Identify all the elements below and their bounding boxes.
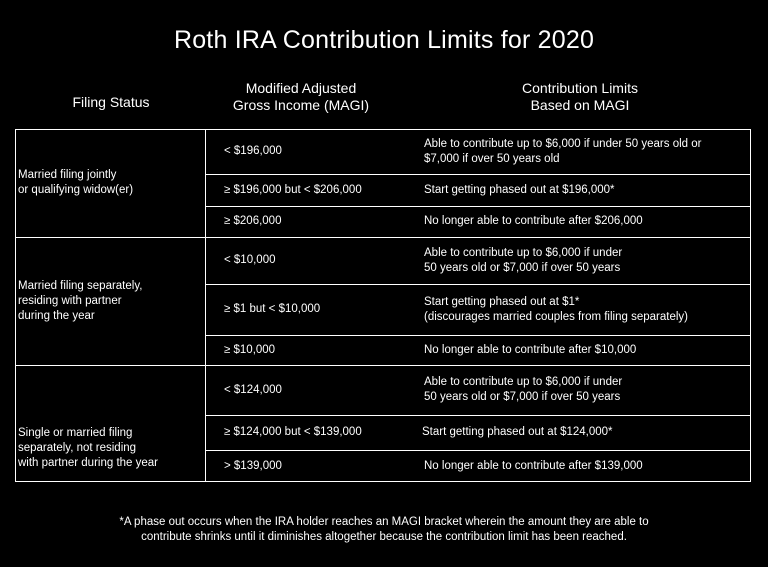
limit-line: No longer able to contribute after $10,000 <box>424 343 637 356</box>
magi-value: < $124,000 <box>224 383 282 396</box>
limit-cell <box>424 129 749 174</box>
header-magi-line: Gross Income (MAGI) <box>232 97 370 113</box>
limit-cell <box>424 237 749 284</box>
filing-status-cell <box>18 365 198 482</box>
magi-cell <box>224 284 404 335</box>
limit-line: No longer able to contribute after $206,000 <box>424 215 643 227</box>
magi-cell <box>224 174 404 206</box>
limit-cell <box>422 415 747 450</box>
limit-cell <box>424 365 749 415</box>
header-contribution-limits <box>410 80 750 114</box>
filing-status-line: or qualifying widow(er) <box>18 184 134 196</box>
filing-status-line: Single or married filing <box>18 427 133 439</box>
footnote <box>0 515 768 545</box>
magi-value: ≥ $196,000 but < $206,000 <box>224 183 362 196</box>
magi-value: ≥ $10,000 <box>224 343 276 356</box>
magi-value: ≥ $124,000 but < $139,000 <box>224 426 362 438</box>
magi-cell <box>224 335 404 365</box>
magi-value: > $139,000 <box>224 459 282 472</box>
magi-value: < $10,000 <box>224 254 276 266</box>
filing-status-line: during the year <box>18 309 95 322</box>
header-limits-line: Contribution Limits <box>522 80 638 96</box>
limit-line: 50 years old or $7,000 if over 50 years <box>424 391 621 403</box>
filing-status-line: separately, not residing <box>18 442 137 454</box>
filing-status-line: residing with partner <box>18 294 122 307</box>
header-filing-status <box>16 94 206 111</box>
magi-cell <box>224 206 404 237</box>
limit-cell <box>424 206 749 237</box>
limit-line: No longer able to contribute after $139,000 <box>424 459 643 472</box>
filing-status-cell <box>18 237 198 365</box>
magi-cell <box>224 450 404 482</box>
magi-value: < $196,000 <box>224 145 282 157</box>
magi-value: ≥ $1 but < $10,000 <box>224 303 321 315</box>
filing-status-line: Married filing separately, <box>18 279 143 292</box>
limit-cell <box>424 450 749 482</box>
limit-cell <box>424 284 749 335</box>
limit-line: Able to contribute up to $6,000 if under 50 years old or <box>424 137 702 150</box>
limit-line: (discourages married couples from filing separately) <box>424 310 688 323</box>
magi-cell <box>224 365 404 415</box>
limit-line: Able to contribute up to $6,000 if under <box>424 376 623 388</box>
magi-cell <box>224 237 404 284</box>
filing-status-line: with partner during the year <box>18 457 158 469</box>
filing-status-cell <box>18 129 198 237</box>
limit-cell <box>424 174 749 206</box>
header-magi-line: Modified Adjusted <box>245 80 357 96</box>
magi-value: ≥ $206,000 <box>224 215 282 227</box>
limit-line: Start getting phased out at $124,000* <box>422 426 613 438</box>
header-filing-status-label: Filing Status <box>72 94 150 110</box>
limit-line: 50 years old or $7,000 if over 50 years <box>424 261 621 274</box>
limit-line: $7,000 if over 50 years old <box>424 152 560 165</box>
magi-cell <box>224 415 404 450</box>
filing-status-line: Married filing jointly <box>18 169 117 181</box>
header-limits-line: Based on MAGI <box>530 97 630 113</box>
header-magi <box>206 80 396 114</box>
table-divider <box>205 129 206 482</box>
footnote-line: contribute shrinks until it diminishes altogether because the contribution limit has been reached. <box>141 531 627 543</box>
limit-line: Able to contribute up to $6,000 if under <box>424 246 623 259</box>
limit-cell <box>424 335 749 365</box>
limit-line: Start getting phased out at $1* <box>424 295 580 308</box>
page-title: Roth IRA Contribution Limits for 2020 <box>173 26 595 54</box>
magi-cell <box>224 129 404 174</box>
footnote-line: *A phase out occurs when the IRA holder reaches an MAGI bracket wherein the amount they are able to <box>119 516 649 528</box>
limit-line: Start getting phased out at $196,000* <box>424 183 615 196</box>
